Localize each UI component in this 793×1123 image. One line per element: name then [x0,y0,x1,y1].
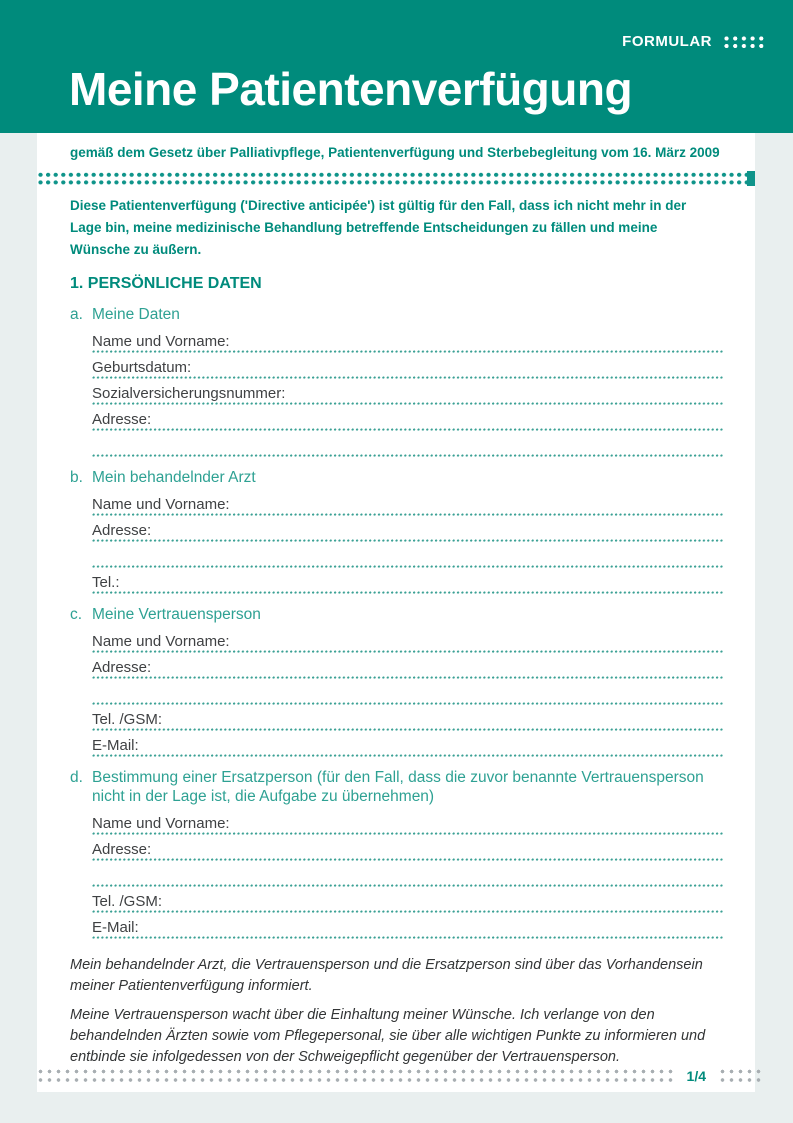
subsection-c [37,605,755,757]
input-line-blank[interactable] [92,679,723,705]
field-label: E-Mail: [92,737,139,754]
subsection-letter: b. [70,469,83,486]
subsection-b-fields [92,490,723,594]
field-label: Adresse: [92,841,152,858]
field-adresse[interactable] [92,835,723,861]
note-paragraph: Meine Vertrauensperson wacht über die Einhaltung meiner Wünsche. Ich verlange von den behandelnden Ärzten sowie vom Pflegepersonal, sie über alle wichtigen Punkte zu informieren und entbinde sie infolgedessen von der Schweigepflicht gegenüber der Vertrauensperson. [70,1007,706,1065]
field-name-vorname[interactable] [92,809,723,835]
subsection-letter: d. [70,769,83,786]
header-banner [0,0,793,133]
field-adresse[interactable] [92,516,723,542]
subsection-letter: c. [70,606,83,623]
field-label: Adresse: [92,522,152,539]
field-label: Adresse: [92,411,152,428]
page-footer [37,1068,763,1084]
subsection-title: Mein behandelnder Arzt [92,469,256,486]
subsection-a-fields [92,327,723,457]
subsection-a [37,305,755,457]
input-line-blank[interactable] [92,542,723,568]
section-1-title: 1. PERSÖNLICHE DATEN [70,275,262,292]
field-name-vorname[interactable] [92,490,723,516]
intro-paragraph: Diese Patientenverfügung ('Directive anticipée') ist gültig für den Fall, dass ich nicht mehr in der Lage bin, meine medizinische Behandlung betreffende Entscheidungen zu fällen und meine Wünsche zu äußern. [70,198,687,257]
field-label: Sozialversicherungsnummer: [92,385,286,402]
subsection-title: Bestimmung einer Ersatzperson (für den Fall, dass die zuvor benannte Vertrauensperson nicht in der Lage ist, die Aufgabe zu übernehmen) [92,769,704,805]
field-label: Geburtsdatum: [92,359,192,376]
field-label: Name und Vorname: [92,333,230,350]
subsection-b-header [70,468,722,487]
footer-dots-grid-icon [719,1068,763,1084]
law-subtitle: gemäß dem Gesetz über Palliativpflege, Patientenverfügung und Sterbebegleitung vom 16. März 2009 [70,145,720,160]
input-line-blank[interactable] [92,861,723,887]
formular-label: FORMULAR [622,33,712,50]
subsection-d-header [70,768,722,806]
subsection-d-fields [92,809,723,939]
subsection-b [37,468,755,594]
note-paragraph: Mein behandelnder Arzt, die Vertrauensperson und die Ersatzperson sind über das Vorhandensein meiner Patientenverfügung informiert. [70,957,703,994]
field-name-vorname[interactable] [92,627,723,653]
notes-block [70,955,722,1068]
form-card [37,133,755,1092]
field-label: Tel. /GSM: [92,893,163,910]
field-tel-gsm[interactable] [92,887,723,913]
field-sozialversicherungsnummer[interactable] [92,379,723,405]
field-email[interactable] [92,731,723,757]
field-label: Name und Vorname: [92,633,230,650]
subsection-title: Meine Vertrauensperson [92,606,261,623]
footer-dots-icon [37,1068,674,1084]
subsection-d [37,768,755,939]
page-number: 1/4 [686,1068,706,1084]
subsection-c-header [70,605,722,624]
field-label: Name und Vorname: [92,496,230,513]
page-title: Meine Patientenverfügung [69,63,633,115]
field-adresse[interactable] [92,405,723,431]
dots-grid-icon [723,35,766,49]
input-line-blank[interactable] [92,431,723,457]
field-label: Tel.: [92,574,120,591]
field-adresse[interactable] [92,653,723,679]
field-name-vorname[interactable] [92,327,723,353]
field-geburtsdatum[interactable] [92,353,723,379]
dotted-separator [37,171,755,186]
field-label: E-Mail: [92,919,139,936]
field-tel[interactable] [92,568,723,594]
field-label: Adresse: [92,659,152,676]
subsection-a-header [70,305,722,324]
subsection-c-fields [92,627,723,757]
subsection-title: Meine Daten [92,306,180,323]
field-tel-gsm[interactable] [92,705,723,731]
field-label: Name und Vorname: [92,815,230,832]
formular-badge [622,33,766,50]
field-label: Tel. /GSM: [92,711,163,728]
subsection-letter: a. [70,306,83,323]
field-email[interactable] [92,913,723,939]
